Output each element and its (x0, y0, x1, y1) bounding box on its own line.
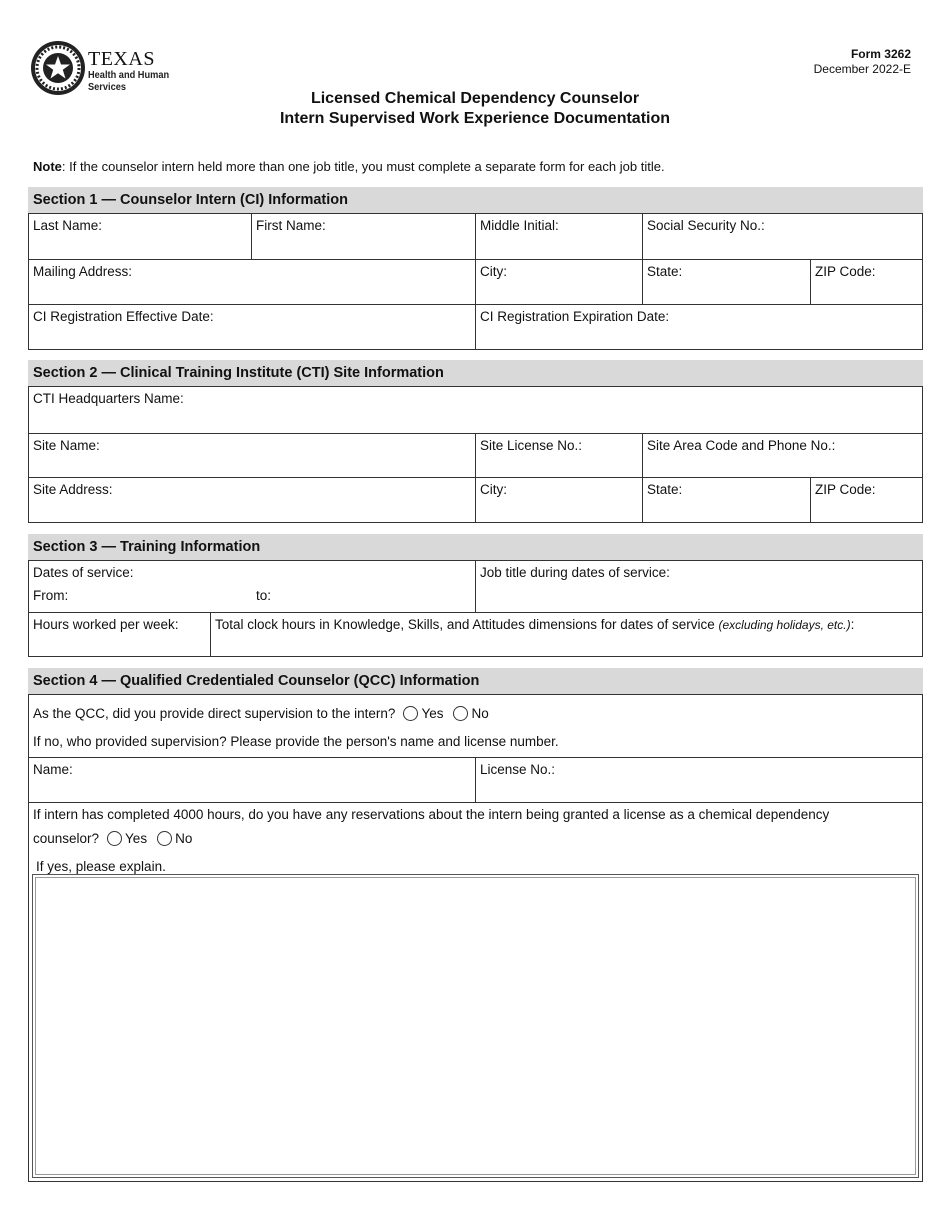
ssn-field[interactable]: Social Security No.: (642, 213, 923, 260)
q2-no-label: No (175, 831, 193, 846)
zip-field[interactable]: ZIP Code: (810, 259, 923, 305)
direct-supervision-text: As the QCC, did you provide direct supervision to the intern? (33, 706, 396, 721)
reg-expiration-date-field[interactable]: CI Registration Expiration Date: (475, 304, 923, 350)
explanation-textarea[interactable] (32, 874, 919, 1178)
direct-supervision-question (28, 694, 923, 758)
q2-yes-label: Yes (125, 831, 148, 846)
explain-label: If yes, please explain. (36, 859, 166, 874)
site-name-field[interactable]: Site Name: (28, 433, 476, 478)
site-phone-field[interactable]: Site Area Code and Phone No.: (642, 433, 923, 478)
brand-subtitle: Health and Human Services (88, 69, 170, 93)
dates-of-service-label: Dates of service: (33, 565, 134, 580)
q1-yes-label: Yes (421, 706, 444, 721)
site-address-field[interactable]: Site Address: (28, 477, 476, 523)
hours-per-week-field[interactable]: Hours worked per week: (28, 612, 211, 657)
from-label: From: (33, 588, 69, 603)
q1-no-radio[interactable] (453, 706, 468, 721)
city-field[interactable]: City: (475, 259, 643, 305)
last-name-field[interactable]: Last Name: (28, 213, 252, 260)
section-1-header: Section 1 — Counselor Intern (CI) Information (28, 187, 923, 213)
first-name-field[interactable]: First Name: (251, 213, 476, 260)
q2-yes-radio[interactable] (107, 831, 122, 846)
form-number: Form 3262 (850, 47, 911, 61)
section-4-header: Section 4 — Qualified Credentialed Counselor (QCC) Information (28, 668, 923, 694)
cti-hq-name-field[interactable]: CTI Headquarters Name: (28, 386, 923, 434)
section-2-header: Section 2 — Clinical Training Institute (CTI) Site Information (28, 360, 923, 386)
supervisor-license-field[interactable]: License No.: (475, 757, 923, 803)
note: Note: If the counselor intern held more than one job title, you must complete a separate form for each job title. (33, 159, 665, 174)
reservations-text: If intern has completed 4000 hours, do you have any reservations about the intern being granted a license as a chemical dependency (33, 807, 830, 822)
supervisor-name-field[interactable]: Name: (28, 757, 476, 803)
middle-initial-field[interactable]: Middle Initial: (475, 213, 643, 260)
site-city-field[interactable]: City: (475, 477, 643, 523)
form-id (814, 47, 911, 77)
mailing-address-field[interactable]: Mailing Address: (28, 259, 476, 305)
texas-hhs-seal-icon (30, 40, 86, 96)
job-title-field[interactable]: Job title during dates of service: (475, 560, 923, 613)
reservations-text-cont: counselor? (33, 831, 100, 846)
to-label: to: (256, 588, 272, 603)
dates-of-service-field[interactable] (28, 560, 476, 613)
section-3-header: Section 3 — Training Information (28, 534, 923, 560)
q2-no-radio[interactable] (157, 831, 172, 846)
site-state-field[interactable]: State: (642, 477, 811, 523)
form-date: December 2022-E (813, 62, 911, 76)
brand-name: TEXAS (88, 48, 155, 70)
state-field[interactable]: State: (642, 259, 811, 305)
total-hours-field[interactable]: Total clock hours in Knowledge, Skills, and Attitudes dimensions for dates of service (excluding holidays, etc.): (210, 612, 923, 657)
site-license-field[interactable]: Site License No.: (475, 433, 643, 478)
reg-effective-date-field[interactable]: CI Registration Effective Date: (28, 304, 476, 350)
supervision-followup-text: If no, who provided supervision? Please provide the person's name and license number. (33, 734, 559, 749)
site-zip-field[interactable]: ZIP Code: (810, 477, 923, 523)
page-title: Licensed Chemical Dependency Counselor Intern Supervised Work Experience Documentation (279, 90, 671, 127)
q1-yes-radio[interactable] (403, 706, 418, 721)
q1-no-label: No (471, 706, 489, 721)
